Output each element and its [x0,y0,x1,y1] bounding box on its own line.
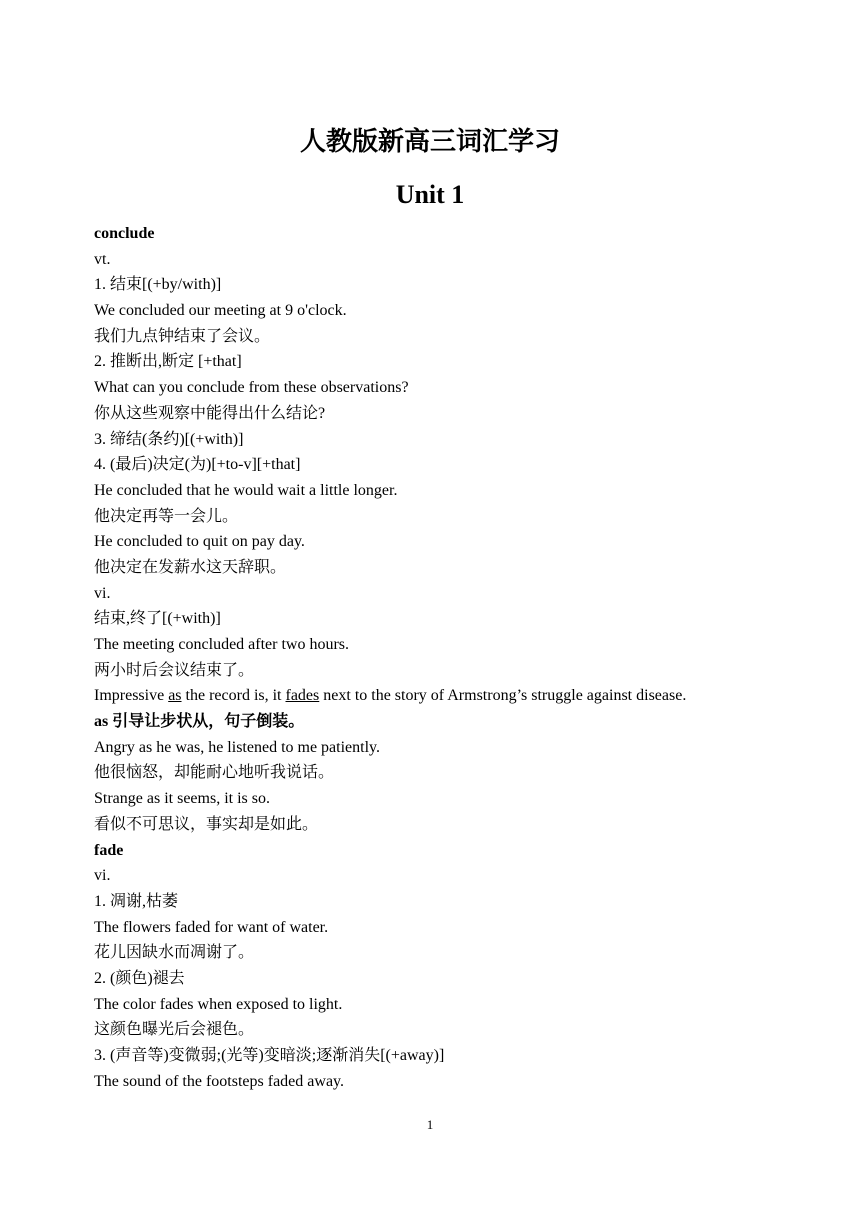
example-chinese: 他很恼怒，却能耐心地听我说话。 [94,764,335,782]
example-english: The sound of the footsteps faded away. [94,1072,344,1090]
example-english: He concluded to quit on pay day. [94,533,305,551]
part-of-speech: vi. [94,867,111,885]
underlined-word-as: as [168,687,182,705]
example-english: Strange as it seems, it is so. [94,790,270,808]
example-english: We concluded our meeting at 9 o'clock. [94,302,347,320]
text-sentence [94,683,794,709]
sense-line: 2. 推断出,断定 [+that] [94,353,242,371]
vocabulary-content [94,221,794,1094]
example-chinese: 我们九点钟结束了会议。 [94,327,271,345]
underlined-word-fades: fades [285,687,320,705]
headword-conclude: conclude [94,225,155,242]
unit-heading: Unit 1 [395,180,465,209]
text-segment: next to the story of Armstrong’s struggle against disease. [319,687,687,705]
example-english: Angry as he was, he listened to me patiently. [94,738,380,756]
sense-line: 1. 凋谢,枯萎 [94,892,179,910]
example-chinese: 花儿因缺水而凋谢了。 [94,944,255,962]
sense-line: 2. (颜色)褪去 [94,969,185,987]
sense-line: 3. (声音等)变微弱;(光等)变暗淡;逐渐消失[(+away)] [94,1047,445,1064]
text-segment: the record is, it [181,687,286,705]
example-chinese: 他决定再等一会儿。 [94,507,239,525]
part-of-speech: vi. [94,584,111,602]
example-chinese: 你从这些观察中能得出什么结论? [94,404,326,422]
sense-line: 3. 缔结(条约)[(+with)] [94,430,244,448]
page-number: 1 [426,1117,434,1132]
example-chinese: 这颜色曝光后会褪色。 [94,1021,255,1039]
example-english: The meeting concluded after two hours. [94,636,350,653]
document-title: 人教版新高三词汇学习 [299,127,560,157]
grammar-note: as 引导让步状从，句子倒装。 [94,713,305,731]
example-chinese: 他决定在发薪水这天辞职。 [94,558,287,576]
example-english: The color fades when exposed to light. [94,995,343,1013]
example-english: He concluded that he would wait a little longer. [94,481,398,499]
text-segment: Impressive [94,687,169,705]
example-english: What can you conclude from these observations? [94,379,409,397]
example-english: The flowers faded for want of water. [94,918,329,936]
example-chinese: 两小时后会议结束了。 [94,661,255,679]
sense-line: 结束,终了[(+with)] [94,610,221,628]
sense-line: 4. (最后)决定(为)[+to-v][+that] [94,456,301,474]
part-of-speech: vt. [94,250,111,268]
headword-fade: fade [94,841,124,859]
example-chinese: 看似不可思议，事实却是如此。 [94,815,319,833]
sense-line: 1. 结束[(+by/with)] [94,276,222,294]
